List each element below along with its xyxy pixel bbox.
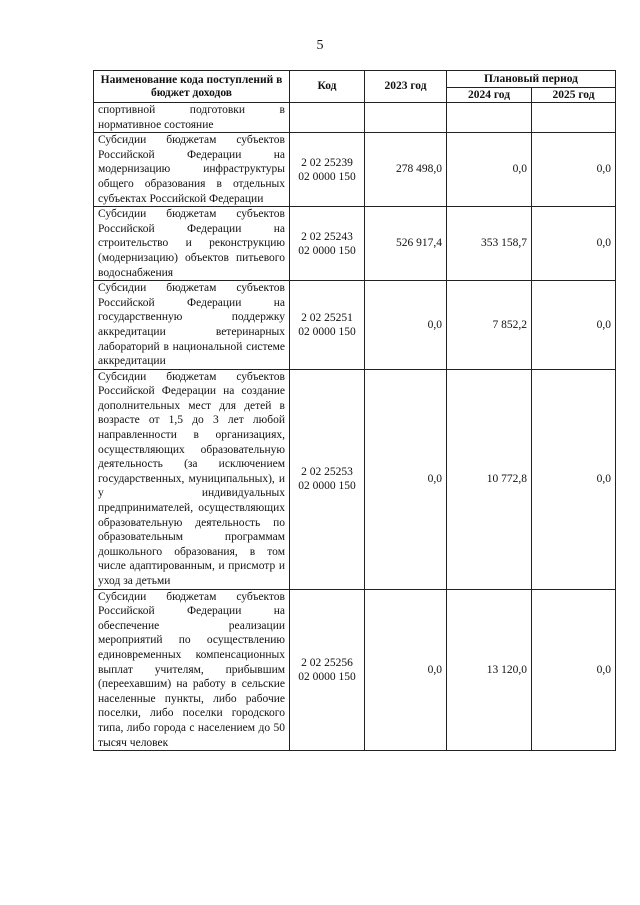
row-code: 2 02 25239 02 0000 150	[290, 133, 365, 207]
row-2025	[532, 103, 616, 133]
row-code: 2 02 25256 02 0000 150	[290, 589, 365, 751]
row-code: 2 02 25243 02 0000 150	[290, 207, 365, 281]
row-name: Субсидии бюджетам субъектов Российской Федерации на модернизацию инфраструктуры общего образования в отдельных субъектах Российской Федерации	[94, 133, 290, 207]
row-2023: 0,0	[365, 369, 447, 589]
row-2025: 0,0	[532, 207, 616, 281]
row-2023: 526 917,4	[365, 207, 447, 281]
row-2024: 13 120,0	[447, 589, 532, 751]
row-name: Субсидии бюджетам субъектов Российской Федерации на государственную поддержку аккредитации ветеринарных лабораторий в национальной системе аккредитации	[94, 281, 290, 370]
header-2023: 2023 год	[365, 71, 447, 103]
row-name: спортивной подготовки в нормативное состояние	[94, 103, 290, 133]
page-number: 5	[316, 38, 324, 53]
table-row	[94, 589, 616, 751]
row-code	[290, 103, 365, 133]
row-code: 2 02 25251 02 0000 150	[290, 281, 365, 370]
row-name: Субсидии бюджетам субъектов Российской Федерации на создание дополнительных мест для детей в возрасте от 1,5 до 3 лет любой направленности в организациях, осуществляющих образовательную деятельность (за исключением государственных, муниципальных), и у индивидуальных предпринимателей, осуществляющих образовательную деятельность по образовательным программам дошкольного образования, в том числе адаптированным, и присмотр и уход за детьми	[94, 369, 290, 589]
table-row	[94, 369, 616, 589]
table-row	[94, 103, 616, 133]
row-2023: 0,0	[365, 589, 447, 751]
row-2025: 0,0	[532, 369, 616, 589]
budget-revenue-table	[93, 70, 616, 751]
row-2024: 7 852,2	[447, 281, 532, 370]
header-planned-period: Плановый период	[447, 71, 616, 88]
row-name: Субсидии бюджетам субъектов Российской Федерации на обеспечение реализации мероприятий по осуществлению единовременных компенсационных выплат учителям, прибывшим (переехавшим) на работу в сельские населенные пункты, либо рабочие поселки, либо поселки городского типа, либо города с населением до 50 тысяч человек	[94, 589, 290, 751]
row-2023	[365, 103, 447, 133]
table-row	[94, 207, 616, 281]
row-code: 2 02 25253 02 0000 150	[290, 369, 365, 589]
header-name: Наименование кода поступлений в бюджет доходов	[94, 71, 290, 103]
row-2024: 0,0	[447, 133, 532, 207]
header-2024: 2024 год	[447, 88, 532, 103]
row-2025: 0,0	[532, 281, 616, 370]
row-2025: 0,0	[532, 589, 616, 751]
row-2025: 0,0	[532, 133, 616, 207]
row-2024: 353 158,7	[447, 207, 532, 281]
row-2024	[447, 103, 532, 133]
header-code: Код	[290, 71, 365, 103]
table-row	[94, 281, 616, 370]
row-2023: 0,0	[365, 281, 447, 370]
table-row	[94, 133, 616, 207]
row-name: Субсидии бюджетам субъектов Российской Федерации на строительство и реконструкцию (модернизацию) объектов питьевого водоснабжения	[94, 207, 290, 281]
row-2024: 10 772,8	[447, 369, 532, 589]
row-2023: 278 498,0	[365, 133, 447, 207]
header-2025: 2025 год	[532, 88, 616, 103]
